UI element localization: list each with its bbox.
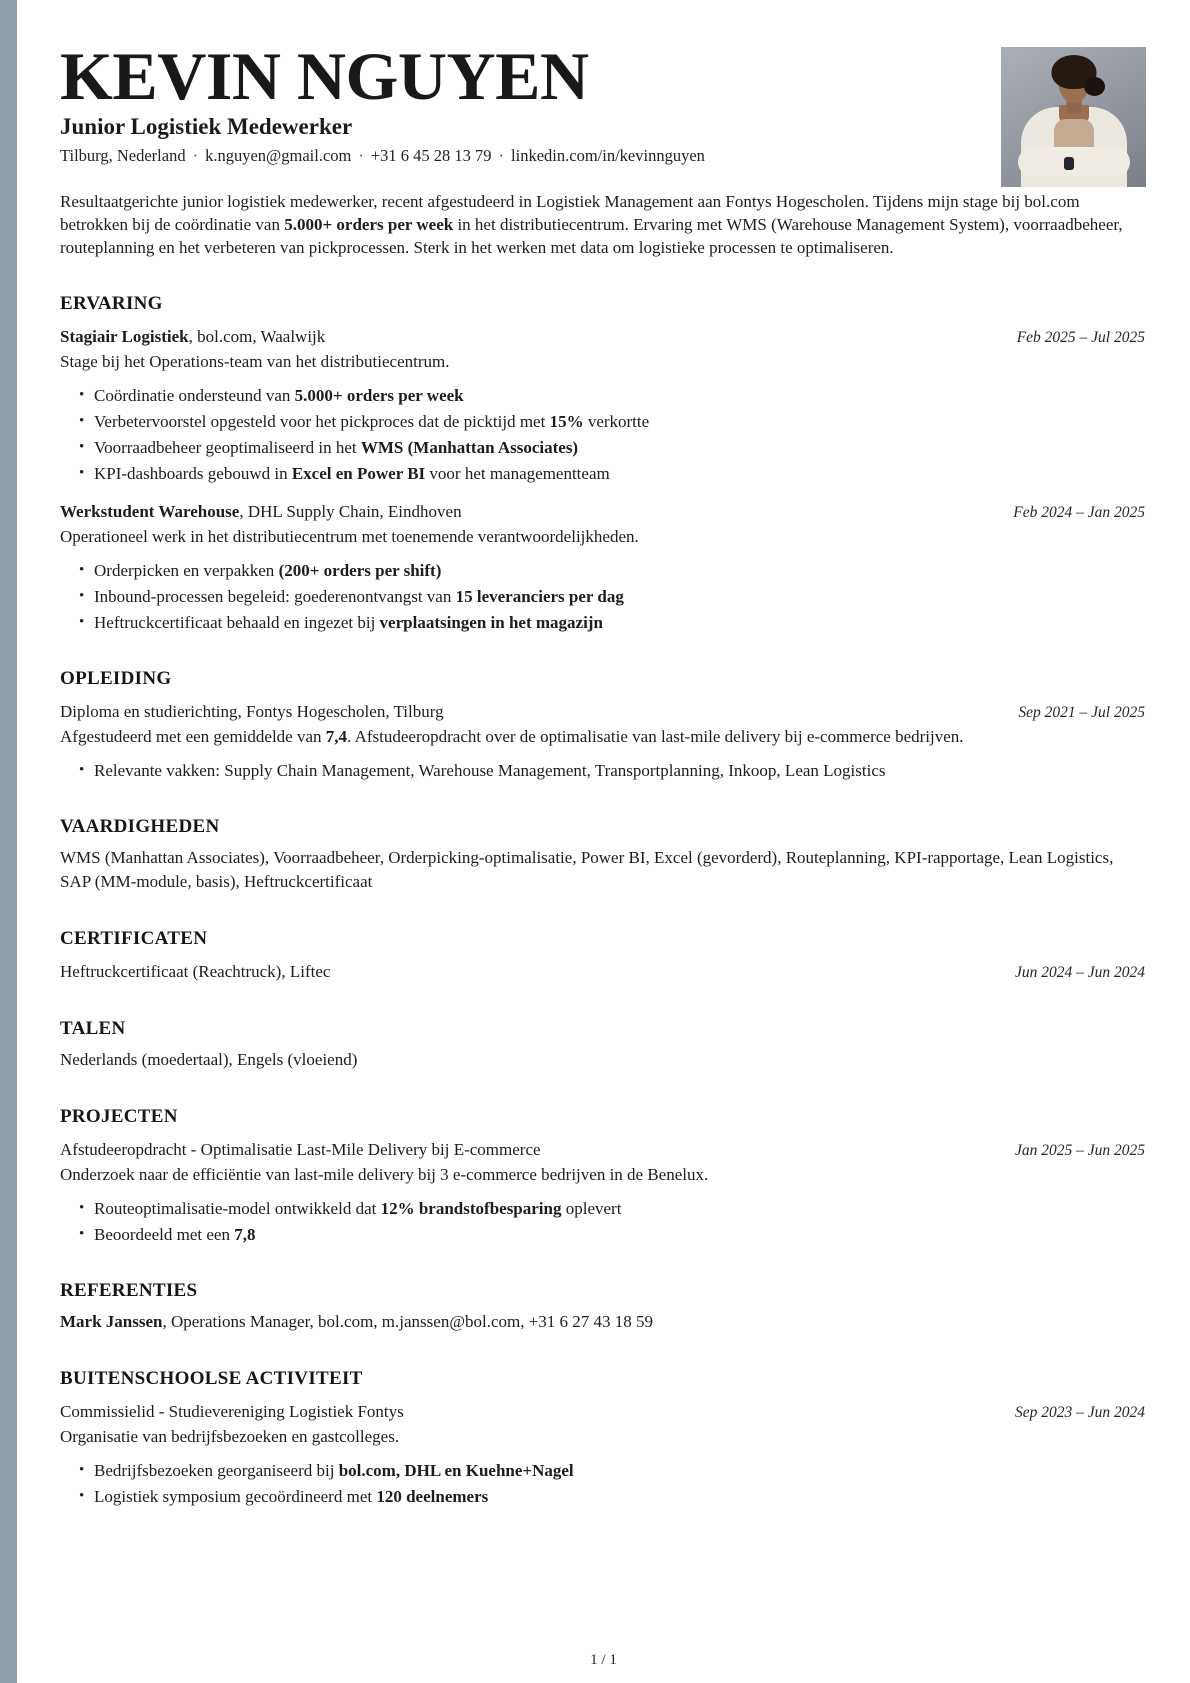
entry-head — [60, 960, 1145, 984]
contact-line — [60, 146, 1145, 166]
bullet-item: • Coördinatie ondersteund van 5.000+ orders per week — [79, 385, 1134, 407]
bullet-list — [60, 560, 1145, 634]
entry-head — [60, 325, 1145, 349]
entry-date: Feb 2025 – Jul 2025 — [1016, 329, 1145, 347]
section-certificaten — [60, 927, 1145, 984]
bullet-list — [60, 1198, 1145, 1246]
candidate-name: KEVIN NGUYEN — [60, 38, 589, 114]
contact-linkedin: linkedin.com/in/kevinnguyen — [511, 146, 705, 166]
contact-separator: · — [358, 146, 364, 166]
experience-entry — [60, 500, 1145, 634]
reference-text: Mark Janssen, Operations Manager, bol.com, m.janssen@bol.com, +31 6 27 43 18 59 — [60, 1312, 654, 1332]
contact-location: Tilburg, Nederland — [60, 146, 186, 166]
bullet-item: • KPI-dashboards gebouwd in Excel en Power BI voor het managementteam — [79, 463, 1134, 485]
entry-title: Diploma en studierichting, Fontys Hogescholen, Tilburg — [60, 702, 444, 722]
section-talen — [60, 1017, 1145, 1072]
entry-date: Feb 2024 – Jan 2025 — [1013, 504, 1145, 522]
bullet-item: • Orderpicken en verpakken (200+ orders per shift) — [79, 560, 1134, 582]
header — [60, 38, 1145, 166]
experience-entry — [60, 325, 1145, 485]
section-buitenschoolse-activiteit — [60, 1367, 1145, 1508]
bullet-item: • Voorraadbeheer geoptimaliseerd in het WMS (Manhattan Associates) — [79, 437, 1134, 459]
bullet-item: • Relevante vakken: Supply Chain Management, Warehouse Management, Transportplanning, Inkoop, Lean Logistics — [79, 760, 1134, 782]
entry-date: Sep 2021 – Jul 2025 — [1018, 704, 1145, 722]
section-opleiding — [60, 667, 1145, 782]
section-projecten — [60, 1105, 1145, 1246]
bullet-item: • Beoordeeld met een 7,8 — [79, 1224, 1134, 1246]
entry-title: Commissielid - Studievereniging Logistiek Fontys — [60, 1402, 404, 1422]
entry-title: Heftruckcertificaat (Reachtruck), Liftec — [60, 962, 331, 982]
entry-date: Jun 2024 – Jun 2024 — [1014, 964, 1145, 982]
summary-paragraph: Resultaatgerichte junior logistiek medewerker, recent afgestudeerd in Logistiek Management aan Fontys Hogescholen. Tijdens mijn stage bij bol.com betrokken bij de coördinatie van 5.000+ orders per week in het distributiecentrum. Ervaring met WMS (Warehouse Management System), voorraadbeheer, routeplanning en het verbeteren van pickprocessen. Sterk in het werken met data om logistieke processen te optimaliseren. — [60, 192, 1123, 258]
contact-separator: · — [192, 146, 199, 166]
entry-head — [60, 700, 1145, 724]
job-title: Junior Logistiek Medewerker — [60, 113, 353, 139]
activity-entry — [60, 1400, 1145, 1508]
photo-watch — [1064, 157, 1074, 170]
entry-description: Afgestudeerd met een gemiddelde van 7,4. Afstudeeropdracht over de optimalisatie van last-mile delivery bij e-commerce bedrijven. — [60, 727, 964, 747]
bullet-item: • Logistiek symposium gecoördineerd met 120 deelnemers — [79, 1486, 1134, 1508]
bullet-list — [60, 760, 1145, 782]
entry-head — [60, 1138, 1145, 1162]
page-number: 1 / 1 — [590, 1652, 617, 1668]
entry-title: Stagiair Logistiek, bol.com, Waalwijk — [60, 327, 326, 347]
section-vaardigheden — [60, 815, 1145, 894]
entry-date: Jan 2025 – Jun 2025 — [1014, 1142, 1145, 1160]
contact-email: k.nguyen@gmail.com — [205, 146, 352, 166]
bullet-list — [60, 1460, 1145, 1508]
profile-photo — [1001, 47, 1146, 187]
contact-separator: · — [498, 146, 505, 166]
photo-hair-bun — [1084, 77, 1105, 96]
resume-page — [17, 0, 1190, 1683]
entry-head — [60, 1400, 1145, 1424]
certificate-entry — [60, 960, 1145, 984]
section-heading: ERVARING — [60, 293, 163, 315]
project-entry — [60, 1138, 1145, 1246]
entry-date: Sep 2023 – Jun 2024 — [1014, 1404, 1145, 1422]
bullet-item: • Verbetervoorstel opgesteld voor het pickproces dat de picktijd met 15% verkortte — [79, 411, 1134, 433]
entry-description: Onderzoek naar de efficiëntie van last-mile delivery bij 3 e-commerce bedrijven in de Benelux. — [60, 1165, 709, 1185]
bullet-item: • Routeoptimalisatie-model ontwikkeld dat 12% brandstofbesparing oplevert — [79, 1198, 1134, 1220]
contact-phone: +31 6 45 28 13 79 — [370, 146, 492, 166]
education-entry — [60, 700, 1145, 782]
entry-head — [60, 500, 1145, 524]
photo-crossed-arms — [1018, 147, 1130, 177]
section-referenties — [60, 1279, 1145, 1334]
languages-text: Nederlands (moedertaal), Engels (vloeiend) — [60, 1050, 358, 1070]
entry-title: Werkstudent Warehouse, DHL Supply Chain, Eindhoven — [60, 502, 462, 522]
section-ervaring — [60, 292, 1145, 634]
section-heading: BUITENSCHOOLSE ACTIVITEIT — [60, 1368, 363, 1390]
entry-description: Organisatie van bedrijfsbezoeken en gastcolleges. — [60, 1427, 400, 1447]
bullet-list — [60, 385, 1145, 485]
section-heading: TALEN — [60, 1018, 126, 1040]
section-heading: VAARDIGHEDEN — [60, 816, 220, 838]
left-accent-bar — [0, 0, 17, 1683]
section-heading: PROJECTEN — [60, 1106, 178, 1128]
section-heading: REFERENTIES — [60, 1280, 198, 1302]
section-heading: CERTIFICATEN — [60, 928, 208, 950]
bullet-item: • Heftruckcertificaat behaald en ingezet bij verplaatsingen in het magazijn — [79, 612, 1134, 634]
entry-description: Operationeel werk in het distributiecentrum met toenemende verantwoordelijkheden. — [60, 527, 639, 547]
entry-title: Afstudeeropdracht - Optimalisatie Last-Mile Delivery bij E-commerce — [60, 1140, 541, 1160]
entry-description: Stage bij het Operations-team van het distributiecentrum. — [60, 352, 450, 372]
skills-text: WMS (Manhattan Associates), Voorraadbeheer, Orderpicking-optimalisatie, Power BI, Excel (gevorderd), Routeplanning, KPI-rapportage, Lean Logistics, SAP (MM-module, basis), Heftruckcertificaat — [60, 848, 1114, 892]
section-heading: OPLEIDING — [60, 668, 172, 690]
bullet-item: • Bedrijfsbezoeken georganiseerd bij bol.com, DHL en Kuehne+Nagel — [79, 1460, 1134, 1482]
bullet-item: • Inbound-processen begeleid: goederenontvangst van 15 leveranciers per dag — [79, 586, 1134, 608]
